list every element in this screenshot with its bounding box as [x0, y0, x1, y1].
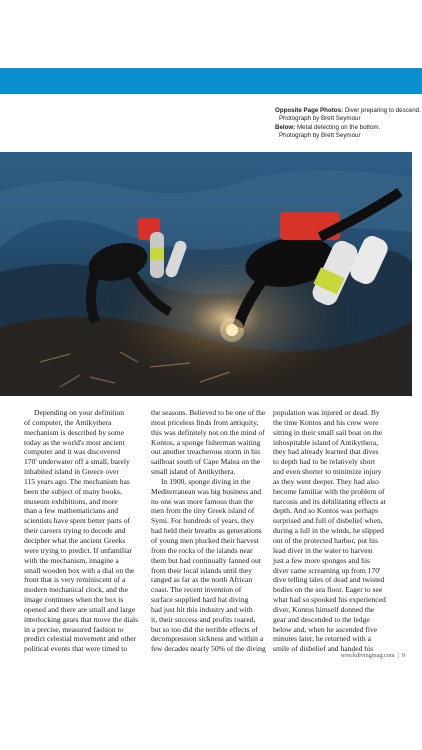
article-line: decompression sickness and within a [151, 634, 264, 644]
footer-site: wreckdivingmag.com [340, 652, 395, 659]
article-line: museum exhibitions, and more [24, 496, 118, 506]
article-line: become familiar with the problem of [273, 486, 385, 496]
article-line: political events that were timed to [24, 644, 128, 654]
article-line: the seasons. Believed to be one of the [151, 408, 266, 417]
page-number: 9 [401, 652, 405, 659]
article-line: below and, when he ascended five [273, 624, 378, 634]
diver-photo-illustration [0, 152, 412, 396]
article-line: of young men plucked their harvest [151, 535, 259, 545]
article-line: but so too did the terrible effects of [151, 624, 258, 634]
article-line: interlocking gears that move the dials [24, 614, 139, 624]
article-line: had held their breaths as generations [151, 526, 262, 536]
article-line: depth. And so Kontos was perhaps [273, 506, 379, 516]
article-line: diver, Kontos himself donned the [273, 604, 375, 614]
caption-opposite-credit: Photograph by Brett Seymour [279, 115, 361, 123]
article-line: during a lull in the winds, he slipped [273, 526, 384, 536]
article-line: 115 years ago. The mechanism has [24, 476, 130, 486]
article-line: out another treacherous storm in his [151, 447, 261, 457]
article-line: small island of Antikythera. [151, 467, 236, 477]
diver-photo [0, 152, 412, 396]
caption-below-credit: Photograph by Brett Seymour [279, 132, 361, 140]
article-line: just a few more sponges and his [273, 555, 371, 565]
article-line: population was injured or dead. By [273, 408, 380, 417]
article-line: men from the tiny Greek island of [151, 506, 255, 516]
article-line: from their local islands until they [151, 565, 253, 575]
article-line: the time Kontos and his crew were [273, 417, 379, 427]
article-column-2 [151, 408, 264, 654]
article-line: bodies on the sea floor. Eager to see [273, 585, 383, 595]
article-line: ranged as far as the north African [151, 575, 253, 585]
article-line: to depth had to be relatively short [273, 457, 376, 467]
caption-below-label: Below: [275, 123, 296, 131]
article-line: been the subject of many books, [24, 486, 122, 496]
article-line: lead diver in the water to harvest [273, 545, 373, 555]
article-line: them but had continually fanned out [151, 555, 261, 565]
article-line: surface supplied hard hat diving [151, 595, 249, 605]
article-line: sailboat south of Cape Malea on the [151, 457, 261, 467]
article-line: scientists have spent better parts of [24, 516, 131, 526]
article-line: had just hit this industry and with [151, 604, 253, 614]
page-footer [341, 652, 405, 659]
article-line: coast. The recent invention of [151, 585, 242, 595]
article-line: this was definitely not on the mind of [151, 427, 265, 437]
article-line: Mediterranean was big business and [151, 486, 262, 496]
article-line: than a few mathematicians and [24, 506, 119, 516]
magazine-page[interactable] [0, 94, 422, 666]
article-line: image continues when the box is [24, 595, 124, 605]
caption-below-text: Metal detecting on the bottom. [297, 123, 381, 131]
article-line: in a precise, measured fashion to [24, 624, 124, 634]
article-line: smile of disbelief and handed his [273, 644, 374, 654]
article-line: and even shorter to minimize injury [273, 467, 382, 477]
article-column-1 [24, 408, 142, 654]
header-band [0, 68, 422, 94]
article-column-3 [273, 408, 391, 654]
article-line: inhospitable island of Antikythera, [273, 437, 379, 447]
article-line: computer and it was discovered [24, 447, 121, 457]
bottom-margin [0, 666, 422, 750]
article-line: what had so spooked his experienced [273, 595, 386, 605]
article-line: narcosis and its debilitating effects at [273, 496, 386, 506]
article-line: Symi. For hundreds of years, they [151, 516, 255, 526]
article-line: it, their success and profits roared, [151, 614, 256, 624]
article-line: most priceless finds from antiquity, [151, 417, 259, 427]
article-line: dive telling tales of dead and twisted [273, 575, 385, 585]
caption-opposite-text: Diver preparing to descend. [344, 107, 421, 114]
footer-separator: | [397, 652, 399, 659]
article-line: with the mechanism, imagine a [24, 555, 119, 565]
article-line: small wooden box with a dial on the [24, 565, 135, 575]
article-line: surprised and full of disbelief when, [273, 516, 383, 526]
article-line: Kontos, a sponge fisherman waiting [151, 437, 261, 447]
article-line: mechanism is described by some [24, 427, 124, 437]
article-line: sitting in their small sail boat on the [273, 427, 383, 437]
article-line: were trying to predict. If unfamiliar [24, 545, 132, 555]
article-line: front that is very reminiscent of a [24, 575, 126, 585]
article-line: decipher what the ancient Greeks [24, 535, 126, 545]
article-line: inhabited island in Greece over [24, 467, 119, 477]
article-line: from the rocks of the islands near [151, 545, 253, 555]
article-line: no one was more famous than the [151, 496, 254, 506]
article-line: diver came screaming up from 170' [273, 565, 381, 575]
article-line: as they went deeper. They had also [273, 476, 379, 486]
article-line: gear and descended to the ledge [273, 614, 370, 624]
article-line: today as the world's most ancient [24, 437, 125, 447]
article-line: minutes later, he returned with a [273, 634, 371, 644]
article-line: of computer, the Antikythera [24, 417, 112, 427]
article-line: modern mechanical clock, and the [24, 585, 128, 595]
article-line: Depending on your definition [34, 408, 125, 417]
caption-opposite-label: Opposite Page Photos: [275, 107, 344, 114]
top-margin [0, 0, 422, 68]
article-line: 170' underwater off a small, barely [24, 457, 130, 467]
article-line: predict celestial movement and other [24, 634, 137, 644]
article-line: opened and there are small and large [24, 604, 136, 614]
article-line: out of the protected harbor, put his [273, 535, 378, 545]
photo-caption [275, 107, 420, 141]
article-line: their careers trying to decode and [24, 526, 126, 536]
article-line: In 1900, sponge diving in the [161, 476, 251, 486]
article-line: few decades nearly 50% of the diving [151, 644, 266, 654]
article-line: they had already learned that dives [273, 447, 379, 457]
